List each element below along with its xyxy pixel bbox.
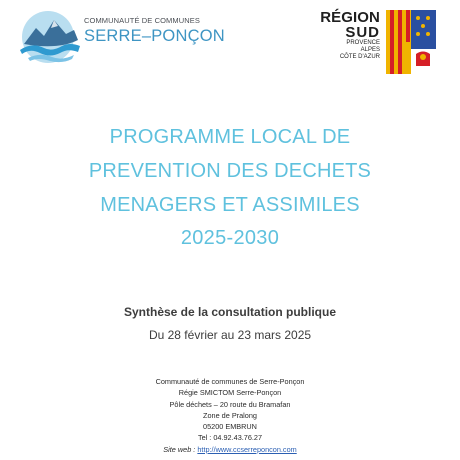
cc-logo-small-text: COMMUNAUTÉ DE COMMUNES: [84, 16, 200, 25]
region-sud-line1: RÉGION: [320, 9, 380, 26]
cc-serre-poncon-logo: [18, 6, 225, 64]
title-line-3: MENAGERS ET ASSIMILES: [100, 194, 360, 216]
title-line-1: PROGRAMME LOCAL DE: [109, 126, 351, 148]
consultation-dates: Du 28 février au 23 mars 2025: [148, 328, 312, 342]
synthesis-heading: Synthèse de la consultation publique: [123, 305, 337, 319]
contact-address: [0, 376, 460, 455]
cc-serre-poncon-emblem: [18, 6, 86, 64]
region-sud-line5: CÔTE D'AZUR: [339, 54, 380, 60]
address-line-organisation: Communauté de communes de Serre-Ponçon: [155, 377, 305, 386]
address-line-website: [0, 444, 460, 455]
region-sud-line3: PROVENCE: [346, 40, 380, 46]
address-line-zone: Zone de Pralong: [203, 410, 257, 420]
website-link[interactable]: http://www.ccserreponcon.com: [197, 444, 297, 454]
website-label: Site web :: [163, 444, 196, 454]
region-sud-line4: ALPES: [360, 47, 380, 53]
address-line-regie: Régie SMICTOM Serre-Ponçon: [178, 388, 282, 398]
region-coat-of-arms-icon: [386, 10, 436, 74]
title-line-2: PREVENTION DES DECHETS: [88, 160, 372, 182]
region-sud-logo: [316, 10, 438, 74]
region-sud-line2: SUD: [345, 24, 380, 41]
cc-logo-name: SERRE–PONÇON: [84, 27, 225, 45]
title-years: 2025-2030: [180, 227, 280, 249]
address-line-street: Pôle déchets – 20 route du Bramafan: [169, 399, 291, 409]
document-title: [0, 120, 460, 222]
address-line-city: 05200 EMBRUN: [203, 422, 257, 432]
address-line-phone: Tel : 04.92.43.76.27: [197, 433, 263, 443]
